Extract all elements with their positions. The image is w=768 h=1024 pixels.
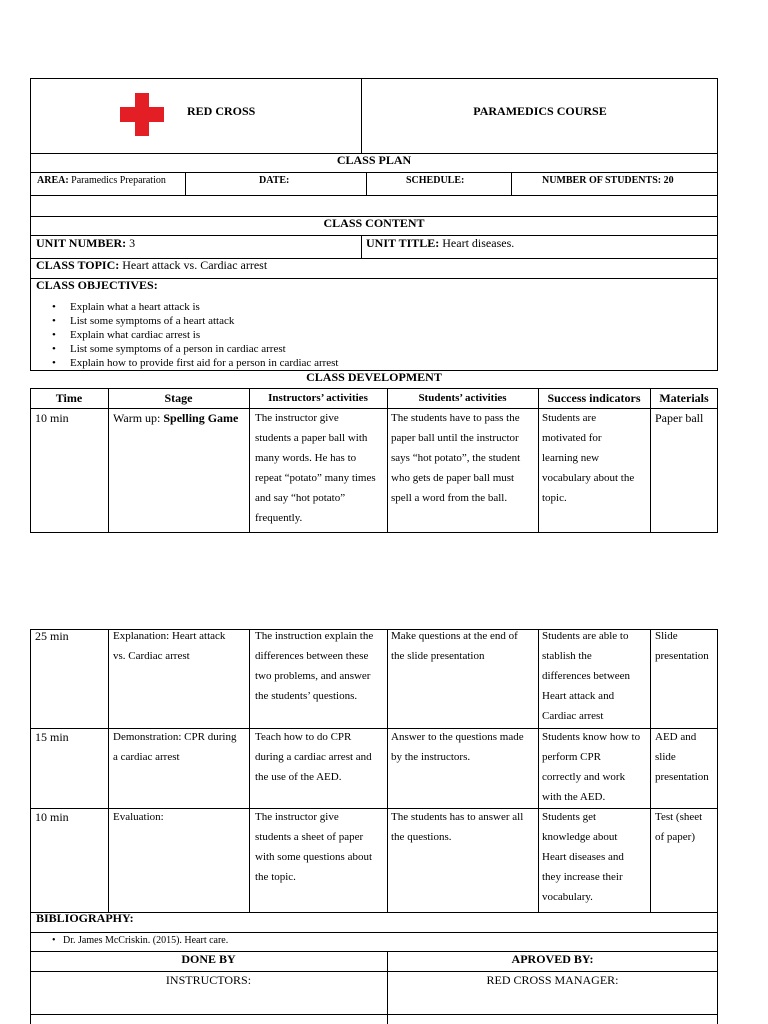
students-line: Make questions at the end of: [391, 630, 518, 642]
manager-label: RED CROSS MANAGER:: [486, 973, 619, 987]
materials-line: presentation: [655, 650, 709, 662]
col2-divider-2: [249, 629, 250, 913]
objective-item: • List some symptoms of a heart attack: [36, 314, 339, 328]
success-line: vocabulary about the: [542, 472, 635, 484]
org-name: RED CROSS: [187, 104, 256, 118]
success-line: knowledge about: [542, 831, 618, 843]
unit-divider: [361, 235, 362, 259]
instructor-line: The instruction explain the: [255, 630, 374, 642]
row1-stage-prefix: Warm up:: [113, 411, 161, 425]
date-label: DATE:: [259, 175, 290, 186]
row4-students: [391, 807, 536, 847]
students-line: by the instructors.: [391, 751, 471, 763]
row2-success: [542, 626, 645, 726]
instructor-line: frequently.: [255, 512, 303, 524]
success-line: Students get: [542, 811, 597, 823]
success-line: learning new: [542, 452, 600, 464]
instructor-line: and say “hot potato”: [255, 492, 346, 504]
header-materials: Materials: [659, 391, 709, 405]
success-line: motivated for: [542, 432, 602, 444]
success-line: Heart attack and: [542, 690, 615, 702]
row2-students: [391, 626, 536, 666]
header-students: Students’ activities: [418, 392, 507, 404]
instructor-line: with some questions about: [255, 851, 373, 863]
materials-line: of paper): [655, 831, 696, 843]
instructor-line: differences between these: [255, 650, 369, 662]
objectives-label: CLASS OBJECTIVES:: [36, 278, 158, 292]
instructor-line: the use of the AED.: [255, 771, 342, 783]
students-line: the questions.: [391, 831, 452, 843]
stage-line: Explanation: Heart attack: [113, 630, 226, 642]
stage-line: vs. Cardiac arrest: [113, 650, 190, 662]
row4-time: 10 min: [35, 810, 69, 824]
area-value: Paramedics Preparation: [71, 175, 166, 186]
header-stage: Stage: [164, 391, 193, 405]
students-line: the slide presentation: [391, 650, 485, 662]
success-line: they increase their: [542, 871, 623, 883]
row3-success: [542, 727, 645, 807]
students-line: The students have to pass the: [391, 412, 520, 424]
stage-line: a cardiac arrest: [113, 751, 180, 763]
topic-value: Heart attack vs. Cardiac arrest: [122, 258, 268, 272]
students-line: spell a word from the ball.: [391, 492, 508, 504]
row1-success: [542, 408, 645, 508]
objective-item: • Explain what a heart attack is: [36, 300, 339, 314]
row1-instructor: [255, 408, 382, 528]
instructors-label: INSTRUCTORS:: [165, 973, 252, 987]
col-divider-5: [650, 388, 651, 533]
bibliography-entry: Dr. James McCriskin. (2015). Heart care.: [63, 935, 229, 946]
col-divider-1: [108, 388, 109, 533]
class-topic: [36, 258, 267, 272]
instructor-line: the topic.: [255, 871, 296, 883]
unit-number-value: 3: [129, 236, 136, 250]
instructor-line: The instructor give: [255, 412, 339, 424]
success-line: stablish the: [542, 650, 592, 662]
success-line: Students are: [542, 412, 597, 424]
area-field: [37, 174, 166, 188]
row2-instructor: [255, 626, 385, 706]
schedule-label: SCHEDULE:: [406, 175, 465, 186]
red-cross-horizontal: [120, 107, 164, 122]
success-line: Heart diseases and: [542, 851, 624, 863]
row2-time: 25 min: [35, 629, 69, 643]
row2-stage: [113, 626, 247, 666]
col2-divider-4: [538, 629, 539, 913]
row3-stage: [113, 727, 247, 767]
col2-divider-3: [387, 629, 388, 913]
objective-item: • Explain what cardiac arrest is: [36, 328, 339, 342]
unit-title-value: Heart diseases.: [442, 236, 515, 250]
col-divider-3: [387, 388, 388, 533]
course-name: PARAMEDICS COURSE: [473, 104, 607, 118]
success-line: vocabulary.: [542, 891, 593, 903]
bibliography-item: [52, 934, 228, 948]
header-success: Success indicators: [547, 391, 641, 405]
row1-materials: Paper ball: [655, 411, 704, 425]
objective-item: • List some symptoms of a person in cardiac arrest: [36, 342, 339, 356]
row4-success: [542, 807, 645, 907]
objectives-list: [36, 300, 339, 370]
success-line: perform CPR: [542, 751, 601, 763]
stage-line: Evaluation:: [113, 811, 164, 823]
row1-stage-bold: Spelling Game: [163, 411, 239, 425]
instructor-line: two problems, and answer: [255, 670, 371, 682]
instructor-line: many words. He has to: [255, 452, 357, 464]
stage-line: Demonstration: CPR during: [113, 731, 237, 743]
class-development-title: CLASS DEVELOPMENT: [306, 370, 442, 384]
success-line: topic.: [542, 492, 567, 504]
instructor-line: repeat “potato” many times: [255, 472, 376, 484]
header-instructors: Instructors’ activities: [268, 392, 368, 404]
materials-line: Test (sheet: [655, 811, 703, 823]
students-line: The students has to answer all: [391, 811, 524, 823]
topic-label: CLASS TOPIC:: [36, 258, 120, 272]
bullet-icon: •: [52, 935, 64, 946]
students-count: NUMBER OF STUDENTS: 20: [542, 175, 674, 186]
row4-instructor: [255, 807, 385, 887]
students-line: Answer to the questions made: [391, 731, 524, 743]
done-by-label: DONE BY: [181, 952, 236, 966]
students-line: who gets de paper ball must: [391, 472, 515, 484]
row3-time: 15 min: [35, 730, 69, 744]
col-divider-2: [249, 388, 250, 533]
signoff-right-edge: [717, 1014, 718, 1024]
objective-item: • Explain how to provide first aid for a person in cardiac arrest: [36, 356, 339, 370]
row4-stage: [113, 807, 247, 827]
unit-title: [366, 236, 514, 250]
students-line: paper ball until the instructor: [391, 432, 519, 444]
success-line: Students know how to: [542, 731, 641, 743]
info-divider-1: [185, 172, 186, 196]
row3-students: [391, 727, 536, 767]
class-plan-title: CLASS PLAN: [336, 153, 412, 167]
instructor-line: The instructor give: [255, 811, 339, 823]
bibliography-label: BIBLIOGRAPHY:: [36, 911, 134, 925]
row1-students: [391, 408, 536, 508]
instructor-line: students a sheet of paper: [255, 831, 364, 843]
row3-materials: [655, 727, 717, 787]
students-line: says “hot potato”, the student: [391, 452, 521, 464]
row1-time: 10 min: [35, 411, 69, 425]
class-content-title: CLASS CONTENT: [323, 216, 425, 230]
row1-stage: [113, 411, 238, 425]
unit-number: [36, 236, 135, 250]
success-line: with the AED.: [542, 791, 606, 803]
row2-materials: [655, 626, 717, 666]
unit-number-label: UNIT NUMBER:: [36, 236, 127, 250]
materials-line: AED and: [655, 731, 697, 743]
success-line: correctly and work: [542, 771, 626, 783]
col2-divider-1: [108, 629, 109, 913]
signoff-left-edge: [30, 1014, 31, 1024]
col-divider-4: [538, 388, 539, 533]
instructor-line: during a cardiac arrest and: [255, 751, 372, 763]
materials-line: slide: [655, 751, 676, 763]
col2-divider-5: [650, 629, 651, 913]
blank-row: [30, 195, 718, 217]
approved-by-label: APROVED BY:: [511, 952, 594, 966]
success-line: Cardiac arrest: [542, 710, 604, 722]
instructor-line: Teach how to do CPR: [255, 731, 352, 743]
info-divider-3: [511, 172, 512, 196]
success-line: differences between: [542, 670, 631, 682]
area-label: AREA:: [37, 175, 69, 186]
row4-materials: [655, 807, 717, 847]
materials-line: presentation: [655, 771, 709, 783]
success-line: Students are able to: [542, 630, 629, 642]
unit-title-label: UNIT TITLE:: [366, 236, 440, 250]
header-time: Time: [55, 391, 83, 405]
instructor-line: the students’ questions.: [255, 690, 358, 702]
info-divider-2: [366, 172, 367, 196]
red-cross-logo: [120, 93, 164, 136]
instructor-line: students a paper ball with: [255, 432, 368, 444]
materials-line: Slide: [655, 630, 678, 642]
row3-instructor: [255, 727, 385, 787]
